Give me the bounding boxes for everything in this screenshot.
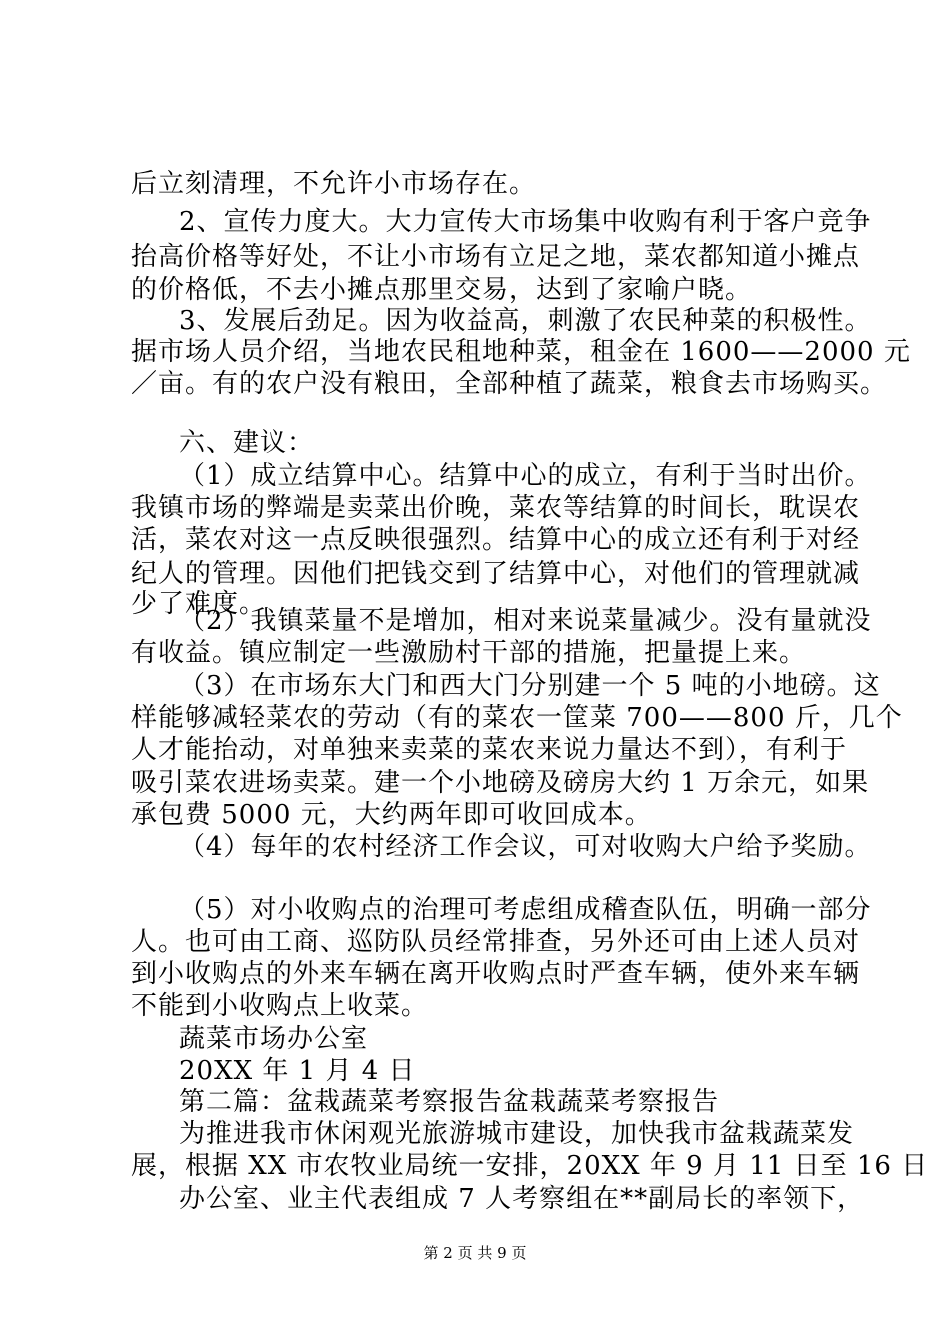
text-line: 不能到小收购点上收菜。 [131, 991, 429, 1021]
text-line: 纪人的管理。因他们把钱交到了结算中心，对他们的管理就减 [131, 559, 861, 589]
text-line: 3、发展后劲足。因为收益高，刺激了农民种菜的积极性。 [179, 306, 872, 336]
text-line: 人。也可由工商、巡防队员经常排查，另外还可由上述人员对 [131, 927, 861, 957]
text-line: 吸引菜农进场卖菜。建一个小地磅及磅房大约 1 万余元，如果 [131, 768, 870, 798]
text-line: 后立刻清理，不允许小市场存在。 [131, 169, 537, 199]
text-line: 的价格低，不去小摊点那里交易，达到了家喻户晓。 [131, 275, 753, 305]
text-line: （2）我镇菜量不是增加，相对来说菜量减少。没有量就没 [179, 606, 872, 636]
text-line: 办公室、业主代表组成 7 人考察组在**副局长的率领下， [179, 1184, 865, 1214]
text-line: 有收益。镇应制定一些激励村干部的措施，把量提上来。 [131, 638, 807, 668]
text-line: 我镇市场的弊端是卖菜出价晚，菜农等结算的时间长，耽误农 [131, 493, 861, 523]
text-line: 少了难度。 [131, 589, 267, 619]
text-line: （5）对小收购点的治理可考虑组成稽查队伍，明确一部分 [179, 895, 872, 925]
text-line: 活，菜农对这一点反映很强烈。结算中心的成立还有利于对经 [131, 525, 861, 555]
text-line: ／亩。有的农户没有粮田，全部种植了蔬菜，粮食去市场购买。 [131, 369, 888, 399]
text-line: 抬高价格等好处，不让小市场有立足之地，菜农都知道小摊点 [131, 242, 861, 272]
text-line: 人才能抬动，对单独来卖菜的菜农来说力量达不到），有利于 [131, 735, 848, 765]
text-line: 承包费 5000 元，大约两年即可收回成本。 [131, 800, 652, 830]
page-number-footer: 第 2 页 共 9 页 [423, 1244, 527, 1262]
text-line: （3）在市场东大门和西大门分别建一个 5 吨的小地磅。这 [179, 671, 881, 701]
text-line: 2、宣传力度大。大力宣传大市场集中收购有利于客户竞争 [179, 207, 872, 237]
text-line: 为推进我市休闲观光旅游城市建设，加快我市盆栽蔬菜发 [179, 1119, 855, 1149]
chapter-title: 第二篇：盆栽蔬菜考察报告盆栽蔬菜考察报告 [179, 1087, 720, 1117]
text-line: （4）每年的农村经济工作会议，可对收购大户给予奖励。 [179, 832, 872, 862]
text-line: 展，根据 XX 市农牧业局统一安排，20XX 年 9 月 11 日至 16 日 [131, 1151, 929, 1181]
signature-office: 蔬菜市场办公室 [179, 1024, 369, 1054]
text-line: 据市场人员介绍，当地农民租地种菜，租金在 1600——2000 元 [131, 337, 911, 367]
text-line: 到小收购点的外来车辆在离开收购点时严查车辆，使外来车辆 [131, 959, 861, 989]
text-line: （1）成立结算中心。结算中心的成立，有利于当时出价。 [179, 461, 872, 491]
section-heading: 六、建议： [179, 428, 315, 458]
signature-date: 20XX 年 1 月 4 日 [179, 1056, 416, 1086]
text-line: 样能够减轻菜农的劳动（有的菜农一筐菜 700——800 斤，几个 [131, 703, 903, 733]
